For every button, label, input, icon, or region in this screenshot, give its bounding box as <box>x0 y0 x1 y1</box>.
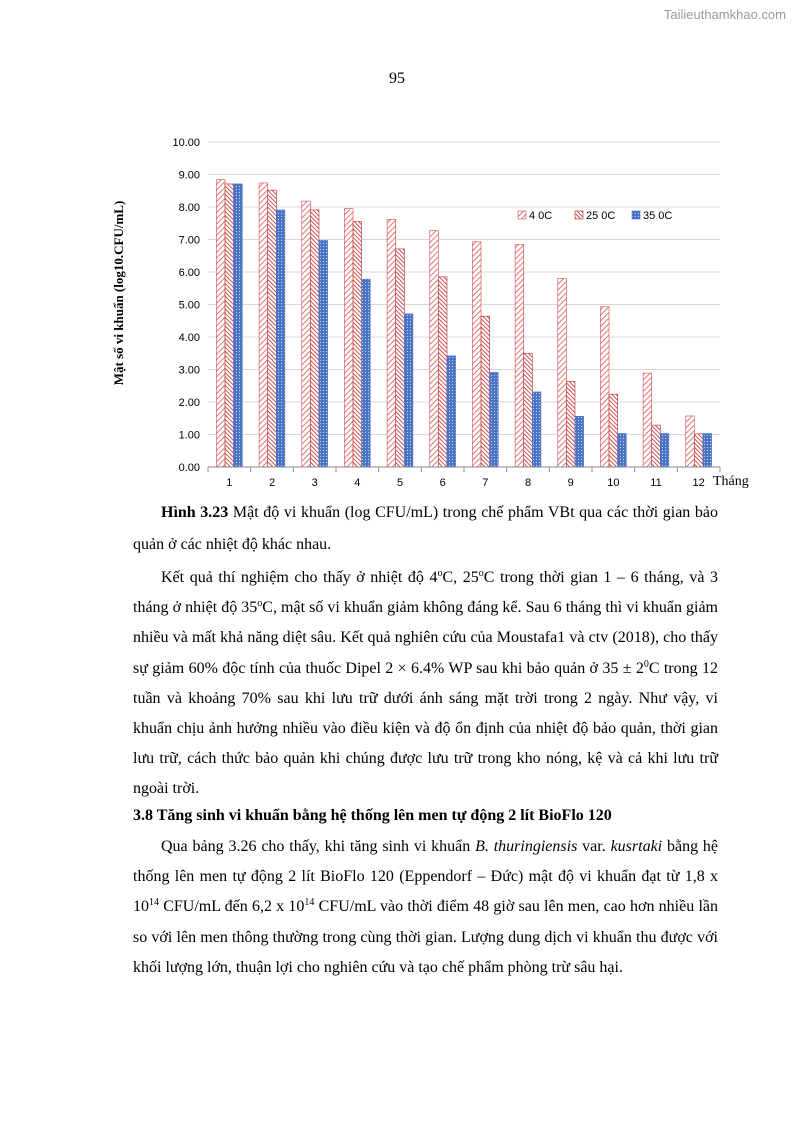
y-tick-label: 10.00 <box>172 137 200 149</box>
bar-250C-7 <box>481 316 490 467</box>
x-tick-label: 3 <box>311 477 318 489</box>
bar-350C-3 <box>319 240 328 467</box>
bar-350C-10 <box>618 434 627 467</box>
x-tick-label: 4 <box>354 477 361 489</box>
bar-40C-2 <box>259 183 268 467</box>
x-tick-label: 5 <box>396 477 404 489</box>
x-tick-label: 6 <box>439 477 446 489</box>
bar-350C-11 <box>660 434 669 467</box>
bar-40C-4 <box>344 209 353 467</box>
bar-40C-11 <box>643 373 652 467</box>
legend <box>518 210 672 222</box>
bars <box>216 180 711 467</box>
bar-350C-8 <box>532 392 541 467</box>
bar-40C-5 <box>387 219 396 467</box>
page-number: 95 <box>389 70 405 87</box>
watermark: Tailieuthamkhao.com <box>663 7 786 22</box>
bar-40C-9 <box>558 279 567 468</box>
x-tick-label: 12 <box>692 477 705 489</box>
caption-text: Mật độ vi khuẩn (log CFU/mL) trong chế phẩm VBt qua các thời gian bảo quản ở các nhiệt độ khác nhau. <box>133 504 719 553</box>
bar-40C-7 <box>472 242 481 467</box>
bar-40C-10 <box>600 307 609 467</box>
y-tick-label: 2.00 <box>178 397 200 409</box>
paragraph-results: Kết quả thí nghiệm cho thấy ở nhiệt độ 4$^o$C, 25$^o$C trong thời gian 1 – 6 tháng, và 3 tháng ở nhiệt độ 35$^o$C, mật số vi khuẩn giảm không đáng kể. Sau 6 tháng thì vi khuẩn giảm nhiều và mất khả năng diệt sâu. Kết quả nghiên cứu của Moustafa1 và ctv (2018), cho thấy sự giảm 60% độc tính của thuốc Dipel 2 × 6.4% WP sau khi bảo quản ở $35 \pm 2^0C$ trong 12 tuần và khoảng 70% sau khi lưu trữ dưới ánh sáng mặt trời trong 2 ngày. Như vậy, vi khuẩn chịu ảnh hưởng nhiều vào điều kiện và độ ổn định của nhiệt độ bảo quản, thời gian lưu trữ, cách thức bảo quản khi chúng được lưu trữ trong kho nóng, kệ và cả khi lưu trữ ngoài trời. <box>133 568 719 798</box>
y-tick-label: 4.00 <box>178 332 200 344</box>
bar-chart <box>100 125 760 497</box>
bar-250C-6 <box>438 277 447 467</box>
legend-label: 35 0C <box>643 210 673 222</box>
x-axis-label: Tháng <box>713 474 749 489</box>
figure-caption <box>133 497 718 561</box>
x-axis-ticks <box>226 477 705 489</box>
bar-250C-4 <box>353 222 362 467</box>
y-tick-label: 0.00 <box>178 462 200 474</box>
x-axis <box>208 467 720 472</box>
y-tick-label: 9.00 <box>178 169 200 182</box>
bar-350C-5 <box>404 314 413 467</box>
bar-350C-9 <box>575 416 584 467</box>
bar-350C-2 <box>276 210 285 467</box>
bar-250C-8 <box>524 353 533 467</box>
x-tick-label: 11 <box>650 477 662 489</box>
bar-350C-1 <box>234 184 243 467</box>
bar-40C-8 <box>515 244 524 467</box>
legend-label: 25 0C <box>586 210 616 222</box>
x-tick-label: 8 <box>524 477 532 489</box>
bar-350C-4 <box>362 279 371 467</box>
y-axis-label: Mật số vi khuẩn (log10.CFU/mL) <box>111 200 126 386</box>
y-tick-label: 5.00 <box>178 299 200 312</box>
x-tick-label: 1 <box>226 477 233 489</box>
legend-swatch <box>518 211 526 219</box>
x-tick-label: 9 <box>567 477 574 489</box>
bar-250C-10 <box>609 394 618 467</box>
legend-swatch <box>632 211 640 219</box>
legend-label: 4 0C <box>529 210 553 222</box>
bar-250C-1 <box>225 184 234 467</box>
bar-350C-7 <box>490 372 499 467</box>
paragraph-bioflo: Qua bảng 3.26 cho thấy, khi tăng sinh vi khuẩn B. thuringiensis var. kusrtaki bằng hệ thống lên men tự động 2 lít BioFlo 120 (Eppendorf – Đức) mật độ vi khuẩn đạt từ 1,8 x $10^{14}$ CFU/mL đến 6,2 x $10^{14}$ CFU/mL vào thời điểm 48 giờ sau lên men, cao hơn nhiều lần so với lên men thông thường trong cùng thời gian. Lượng dung dịch vi khuẩn thu được với khối lượng lớn, thuận lợi cho nghiên cứu và tạo chế phẩm phòng trừ sâu hại. <box>133 838 719 976</box>
x-tick-label: 7 <box>482 477 489 489</box>
bar-250C-2 <box>268 190 277 467</box>
bar-40C-12 <box>686 416 695 467</box>
bar-40C-6 <box>430 231 439 467</box>
bar-40C-1 <box>216 180 225 467</box>
bar-250C-12 <box>694 434 703 467</box>
legend-swatch <box>575 211 583 219</box>
bar-250C-3 <box>310 210 319 467</box>
bar-250C-11 <box>652 425 661 467</box>
y-tick-label: 7.00 <box>178 234 200 247</box>
x-tick-label: 10 <box>607 477 620 489</box>
bar-40C-3 <box>302 201 311 467</box>
y-axis-ticks <box>172 137 200 474</box>
y-tick-label: 3.00 <box>178 364 200 377</box>
bar-250C-9 <box>566 382 575 467</box>
y-tick-label: 8.00 <box>178 202 200 214</box>
caption-label: Hình 3.23 <box>161 504 229 521</box>
y-tick-label: 1.00 <box>178 429 200 442</box>
bar-350C-12 <box>703 434 712 467</box>
section-heading: 3.8 Tăng sinh vi khuẩn bằng hệ thống lên men tự động 2 lít BioFlo 120 <box>133 807 612 824</box>
bar-250C-5 <box>396 249 405 467</box>
y-tick-label: 6.00 <box>178 267 200 279</box>
x-tick-label: 2 <box>268 477 276 489</box>
bar-350C-6 <box>447 356 456 467</box>
